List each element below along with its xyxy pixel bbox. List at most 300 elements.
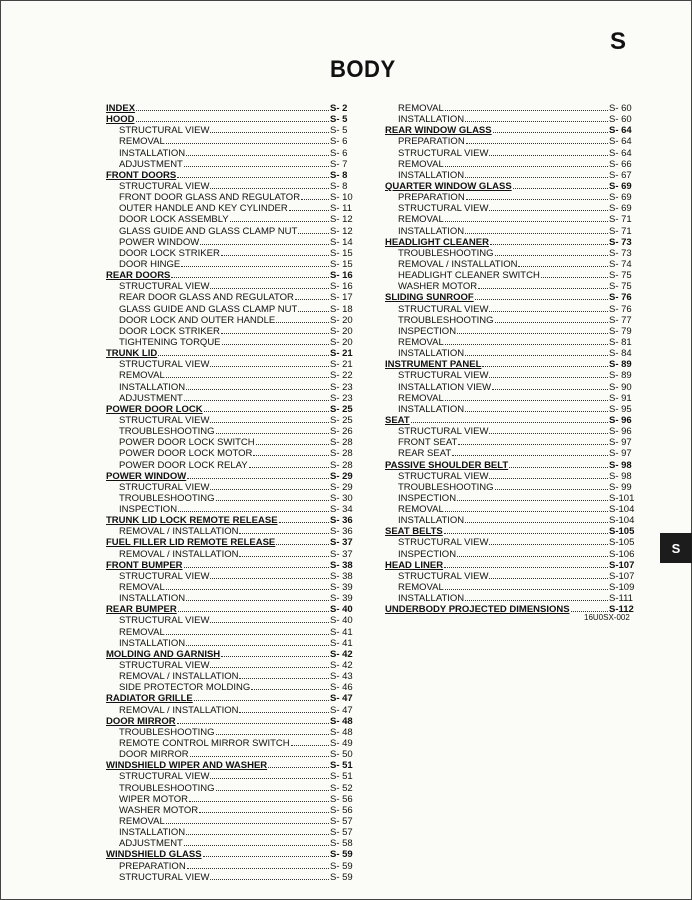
dot-leader: [465, 114, 608, 122]
toc-subsection-entry[interactable]: [385, 537, 643, 548]
toc-entry-label: STRUCTURAL VIEW: [119, 281, 210, 293]
toc-subsection-entry[interactable]: [385, 382, 643, 393]
toc-entry-page: S- 38: [330, 559, 353, 571]
toc-subsection-entry[interactable]: [106, 838, 364, 849]
toc-subsection-entry[interactable]: [106, 148, 364, 159]
toc-entry-page: S- 64: [609, 125, 632, 137]
toc-entry-page: S- 56: [330, 804, 353, 816]
toc-subsection-entry[interactable]: [106, 136, 364, 147]
toc-entry-page: S-104: [609, 515, 635, 527]
dot-leader: [166, 816, 329, 824]
toc-section-entry[interactable]: [106, 515, 364, 526]
toc-entry-label: STRUCTURAL VIEW: [119, 481, 210, 493]
toc-section-entry[interactable]: [385, 415, 643, 426]
toc-entry-page: S- 28: [330, 437, 353, 449]
dot-leader: [200, 237, 329, 245]
dot-leader: [178, 504, 329, 512]
toc-entry-label: TROUBLESHOOTING: [119, 426, 215, 438]
toc-subsection-entry[interactable]: [106, 571, 364, 582]
toc-entry-page: S- 47: [330, 693, 353, 705]
dot-leader: [251, 682, 329, 690]
dot-leader: [239, 549, 329, 557]
toc-entry-label: FRONT SEAT: [398, 437, 458, 449]
toc-entry-page: S- 96: [609, 414, 632, 426]
dot-leader: [445, 103, 608, 111]
toc-entry-page: S- 59: [330, 849, 353, 861]
toc-entry-label: GLASS GUIDE AND GLASS CLAMP NUT: [119, 303, 298, 315]
toc-subsection-entry[interactable]: [106, 125, 364, 136]
dot-leader: [189, 794, 329, 802]
toc-entry-page: S- 2: [330, 103, 348, 114]
toc-subsection-entry[interactable]: [106, 214, 364, 225]
toc-section-entry[interactable]: [385, 560, 643, 571]
toc-entry-page: S- 41: [330, 626, 353, 638]
toc-subsection-entry[interactable]: [106, 237, 364, 248]
toc-subsection-entry[interactable]: [385, 304, 643, 315]
toc-section-entry[interactable]: [106, 537, 364, 548]
dot-leader: [210, 359, 329, 367]
toc-entry-label: POWER DOOR LOCK SWITCH: [119, 437, 255, 449]
toc-subsection-entry[interactable]: [106, 248, 364, 259]
toc-entry-page: S- 74: [609, 258, 632, 270]
toc-entry-label: DOOR LOCK STRIKER: [119, 247, 220, 259]
toc-subsection-entry[interactable]: [106, 660, 364, 671]
dot-leader: [445, 159, 608, 167]
toc-entry-label: HEADLIGHT CLEANER SWITCH: [398, 270, 540, 282]
toc-subsection-entry[interactable]: [385, 493, 643, 504]
toc-entry-label: REMOVAL / INSTALLATION: [119, 548, 239, 560]
dot-leader: [465, 404, 608, 412]
toc-section-entry[interactable]: [106, 849, 364, 860]
toc-subsection-entry[interactable]: [106, 805, 364, 816]
toc-subsection-entry[interactable]: [385, 370, 643, 381]
dot-leader: [466, 192, 608, 200]
toc-entry-page: S- 71: [609, 214, 632, 226]
dot-leader: [186, 593, 329, 601]
toc-entry-label: INDEX: [106, 103, 136, 114]
dot-leader: [295, 292, 329, 300]
toc-entry-label: TRUNK LID LOCK REMOTE RELEASE: [106, 515, 278, 527]
toc-section-entry[interactable]: [106, 716, 364, 727]
toc-subsection-entry[interactable]: [106, 382, 364, 393]
toc-subsection-entry[interactable]: [106, 827, 364, 838]
toc-entry-page: S- 98: [609, 470, 632, 482]
dot-leader: [136, 114, 330, 122]
toc-entry-label: REMOVAL: [398, 392, 444, 404]
toc-section-entry[interactable]: [385, 460, 643, 471]
dot-leader: [466, 136, 608, 144]
toc-entry-page: S- 16: [330, 281, 353, 293]
toc-left-column: [106, 103, 364, 883]
toc-entry-label: REMOVAL: [398, 214, 444, 226]
toc-entry-label: INSPECTION: [398, 492, 457, 504]
toc-subsection-entry[interactable]: [385, 448, 643, 459]
dot-leader: [298, 226, 329, 234]
toc-entry-page: S- 76: [609, 303, 632, 315]
toc-subsection-entry[interactable]: [385, 326, 643, 337]
toc-subsection-entry[interactable]: [385, 270, 643, 281]
toc-subsection-entry[interactable]: [385, 426, 643, 437]
toc-entry-label: REMOVAL: [119, 626, 165, 638]
toc-entry-page: S- 37: [330, 548, 353, 560]
dot-leader: [495, 315, 608, 323]
toc-entry-page: S- 98: [609, 459, 632, 471]
toc-entry-page: S- 8: [330, 180, 348, 192]
toc-entry-label: REMOVAL / INSTALLATION: [398, 258, 518, 270]
toc-subsection-entry[interactable]: [385, 103, 643, 114]
toc-subsection-entry[interactable]: [106, 549, 364, 560]
toc-entry-label: REMOVAL: [398, 336, 444, 348]
toc-entry-label: REMOTE CONTROL MIRROR SWITCH: [119, 738, 290, 750]
toc-entry-page: S- 17: [330, 292, 353, 304]
toc-section-entry[interactable]: [106, 103, 364, 114]
toc-section-entry[interactable]: [385, 181, 643, 192]
toc-entry-page: S- 49: [330, 738, 353, 750]
toc-entry-page: S- 58: [330, 838, 353, 850]
toc-entry-page: S-111: [609, 593, 633, 605]
toc-subsection-entry[interactable]: [106, 682, 364, 693]
toc-entry-page: S- 41: [330, 637, 353, 649]
toc-entry-label: INSPECTION: [398, 548, 457, 560]
dot-leader: [166, 370, 329, 378]
toc-section-entry[interactable]: [106, 760, 364, 771]
toc-subsection-entry[interactable]: [106, 482, 364, 493]
toc-entry-label: INSTALLATION: [398, 225, 465, 237]
dot-leader: [171, 270, 329, 278]
toc-subsection-entry[interactable]: [385, 348, 643, 359]
toc-entry-label: FRONT DOOR GLASS AND REGULATOR: [119, 192, 301, 204]
toc-subsection-entry[interactable]: [106, 326, 364, 337]
toc-entry-label: GLASS GUIDE AND GLASS CLAMP NUT: [119, 225, 298, 237]
toc-entry-label: REMOVAL / INSTALLATION: [119, 526, 239, 538]
dot-leader: [489, 471, 608, 479]
dot-leader: [210, 615, 329, 623]
dot-leader: [199, 805, 329, 813]
toc-entry-label: TROUBLESHOOTING: [119, 782, 215, 794]
dot-leader: [239, 671, 329, 679]
toc-subsection-entry[interactable]: [385, 337, 643, 348]
toc-entry-label: STRUCTURAL VIEW: [119, 125, 210, 137]
toc-subsection-entry[interactable]: [106, 337, 364, 348]
toc-subsection-entry[interactable]: [385, 593, 643, 604]
toc-subsection-entry[interactable]: [106, 671, 364, 682]
toc-entry-page: S- 5: [330, 125, 348, 137]
toc-subsection-entry[interactable]: [385, 582, 643, 593]
toc-subsection-entry[interactable]: [106, 203, 364, 214]
dot-leader: [210, 415, 329, 423]
toc-entry-page: S- 76: [609, 292, 632, 304]
toc-entry-page: S- 71: [609, 225, 632, 237]
toc-entry-page: S-107: [609, 559, 635, 571]
toc-entry-label: STRUCTURAL VIEW: [119, 570, 210, 582]
toc-subsection-entry[interactable]: [385, 549, 643, 560]
toc-subsection-entry[interactable]: [385, 281, 643, 292]
dot-leader: [210, 181, 329, 189]
toc-section-entry[interactable]: [106, 604, 364, 615]
toc-entry-page: S- 89: [609, 359, 632, 371]
toc-subsection-entry[interactable]: [106, 526, 364, 537]
toc-entry-label: REAR DOORS: [106, 270, 171, 282]
toc-entry-page: S- 77: [609, 314, 632, 326]
toc-subsection-entry[interactable]: [385, 571, 643, 582]
toc-entry-page: S- 29: [330, 481, 353, 493]
toc-entry-label: REMOVAL: [119, 370, 165, 382]
toc-subsection-entry[interactable]: [106, 593, 364, 604]
toc-subsection-entry[interactable]: [106, 794, 364, 805]
toc-entry-page: S-107: [609, 570, 635, 582]
dot-leader: [210, 281, 329, 289]
dot-leader: [495, 248, 608, 256]
toc-subsection-entry[interactable]: [106, 749, 364, 760]
toc-entry-page: S- 20: [330, 314, 353, 326]
toc-subsection-entry[interactable]: [106, 359, 364, 370]
toc-subsection-entry[interactable]: [106, 627, 364, 638]
toc-subsection-entry[interactable]: [106, 705, 364, 716]
toc-subsection-entry[interactable]: [385, 136, 643, 147]
toc-subsection-entry[interactable]: [106, 727, 364, 738]
toc-subsection-entry[interactable]: [385, 248, 643, 259]
toc-entry-page: S- 11: [330, 203, 353, 215]
dot-leader: [301, 192, 329, 200]
toc-subsection-entry[interactable]: [385, 482, 643, 493]
toc-entry-label: POWER WINDOW: [106, 470, 187, 482]
toc-subsection-entry[interactable]: [106, 415, 364, 426]
toc-entry-page: S- 69: [609, 203, 632, 215]
toc-subsection-entry[interactable]: [385, 192, 643, 203]
toc-entry-label: OUTER HANDLE AND KEY CYLINDER: [119, 203, 288, 215]
dot-leader: [478, 281, 608, 289]
toc-section-entry[interactable]: [106, 348, 364, 359]
toc-subsection-entry[interactable]: [106, 615, 364, 626]
toc-entry-label: STRUCTURAL VIEW: [119, 414, 210, 426]
dot-leader: [184, 393, 329, 401]
dot-leader: [465, 170, 608, 178]
toc-subsection-entry[interactable]: [106, 771, 364, 782]
toc-entry-label: SEAT BELTS: [385, 526, 443, 538]
toc-subsection-entry[interactable]: [106, 493, 364, 504]
dot-leader: [489, 571, 608, 579]
dot-leader: [444, 526, 608, 534]
toc-entry-label: STRUCTURAL VIEW: [398, 303, 489, 315]
toc-section-entry[interactable]: [385, 526, 643, 537]
toc-entry-label: INSTALLATION: [398, 114, 465, 126]
toc-entry-page: S- 22: [330, 370, 353, 382]
toc-entry-page: S- 8: [330, 169, 348, 181]
toc-subsection-entry[interactable]: [385, 159, 643, 170]
toc-entry-label: POWER DOOR LOCK RELAY: [119, 459, 248, 471]
toc-subsection-entry[interactable]: [106, 304, 364, 315]
dot-leader: [203, 849, 329, 857]
dot-leader: [166, 582, 329, 590]
toc-section-entry[interactable]: [106, 404, 364, 415]
toc-subsection-entry[interactable]: [106, 638, 364, 649]
toc-subsection-entry[interactable]: [106, 738, 364, 749]
toc-subsection-entry[interactable]: [385, 214, 643, 225]
toc-entry-page: S- 59: [330, 871, 353, 883]
toc-entry-label: REMOVAL: [398, 504, 444, 516]
toc-subsection-entry[interactable]: [106, 504, 364, 515]
dot-leader: [541, 270, 608, 278]
dot-leader: [166, 136, 329, 144]
toc-subsection-entry[interactable]: [106, 816, 364, 827]
dot-leader: [279, 515, 329, 523]
toc-entry-page: S-106: [609, 548, 635, 560]
toc-entry-page: S- 67: [609, 169, 632, 181]
toc-subsection-entry[interactable]: [385, 114, 643, 125]
toc-entry-page: S- 40: [330, 615, 353, 627]
toc-subsection-entry[interactable]: [385, 437, 643, 448]
toc-entry-page: S- 90: [609, 381, 632, 393]
toc-entry-label: WASHER MOTOR: [398, 281, 478, 293]
toc-subsection-entry[interactable]: [106, 582, 364, 593]
dot-leader: [489, 203, 608, 211]
toc-entry-page: S- 57: [330, 827, 353, 839]
toc-entry-label: REMOVAL: [119, 816, 165, 827]
dot-leader: [465, 226, 608, 234]
toc-entry-label: STRUCTURAL VIEW: [119, 615, 210, 627]
toc-subsection-entry[interactable]: [106, 259, 364, 270]
toc-subsection-entry[interactable]: [106, 181, 364, 192]
toc-entry-page: S- 51: [330, 771, 353, 783]
toc-entry-label: PASSIVE SHOULDER BELT: [385, 459, 509, 471]
toc-entry-page: S- 73: [609, 236, 632, 248]
dot-leader: [465, 593, 608, 601]
toc-subsection-entry[interactable]: [106, 437, 364, 448]
toc-subsection-entry[interactable]: [106, 370, 364, 381]
toc-subsection-entry[interactable]: [106, 783, 364, 794]
toc-subsection-entry[interactable]: [385, 203, 643, 214]
dot-leader: [158, 348, 329, 356]
section-tab: S: [660, 533, 692, 563]
toc-subsection-entry[interactable]: [106, 315, 364, 326]
toc-subsection-entry[interactable]: [385, 315, 643, 326]
toc-section-entry[interactable]: [385, 359, 643, 370]
toc-entry-label: REAR SEAT: [398, 448, 452, 460]
dot-leader: [458, 437, 608, 445]
toc-entry-page: S- 84: [609, 348, 632, 360]
toc-entry-page: S- 56: [330, 793, 353, 805]
toc-subsection-entry[interactable]: [106, 861, 364, 872]
toc-subsection-entry[interactable]: [106, 292, 364, 303]
toc-subsection-entry[interactable]: [106, 192, 364, 203]
toc-entry-page: S- 28: [330, 448, 353, 460]
toc-subsection-entry[interactable]: [385, 471, 643, 482]
toc-entry-page: S- 50: [330, 749, 353, 761]
toc-entry-page: S-109: [609, 582, 635, 594]
toc-section-entry[interactable]: [106, 170, 364, 181]
toc-subsection-entry[interactable]: [385, 393, 643, 404]
toc-section-entry[interactable]: [106, 114, 364, 125]
toc-entry-page: S-101: [609, 492, 635, 504]
toc-entry-page: S- 42: [330, 648, 353, 660]
toc-section-entry[interactable]: [106, 471, 364, 482]
toc-subsection-entry[interactable]: [106, 872, 364, 883]
toc-subsection-entry[interactable]: [385, 170, 643, 181]
toc-section-entry[interactable]: [106, 560, 364, 571]
toc-entry-label: REMOVAL: [119, 136, 165, 148]
toc-entry-label: HEAD LINER: [385, 559, 444, 571]
toc-entry-page: S- 23: [330, 392, 353, 404]
toc-entry-label: FRONT DOORS: [106, 169, 177, 181]
toc-entry-label: WINDSHIELD WIPER AND WASHER: [106, 760, 268, 772]
toc-section-entry[interactable]: [106, 270, 364, 281]
toc-subsection-entry[interactable]: [385, 259, 643, 270]
toc-section-entry[interactable]: [385, 125, 643, 136]
toc-entry-page: S- 60: [609, 103, 632, 114]
toc-entry-label: FUEL FILLER LID REMOTE RELEASE: [106, 537, 276, 549]
dot-leader: [184, 560, 329, 568]
toc-subsection-entry[interactable]: [385, 404, 643, 415]
toc-entry-label: INSTALLATION VIEW: [398, 381, 492, 393]
toc-entry-label: INSTRUMENT PANEL: [385, 359, 482, 371]
dot-leader: [186, 827, 329, 835]
toc-entry-page: S- 25: [330, 403, 353, 415]
toc-entry-label: DOOR LOCK ASSEMBLY: [119, 214, 229, 226]
toc-subsection-entry[interactable]: [106, 460, 364, 471]
toc-entry-label: INSPECTION: [398, 325, 457, 337]
toc-entry-page: S- 39: [330, 593, 353, 605]
toc-entry-label: INSTALLATION: [119, 637, 186, 649]
toc-entry-label: TROUBLESHOOTING: [398, 247, 494, 259]
toc-subsection-entry[interactable]: [106, 448, 364, 459]
toc-subsection-entry[interactable]: [106, 426, 364, 437]
toc-entry-label: DOOR HINGE: [119, 258, 181, 270]
toc-entry-page: S- 18: [330, 303, 353, 315]
toc-entry-page: S- 48: [330, 715, 353, 727]
toc-subsection-entry[interactable]: [106, 226, 364, 237]
toc-subsection-entry[interactable]: [385, 148, 643, 159]
toc-entry-label: POWER DOOR LOCK: [106, 403, 203, 415]
toc-entry-page: S- 43: [330, 671, 353, 683]
toc-entry-page: S- 23: [330, 381, 353, 393]
toc-subsection-entry[interactable]: [385, 226, 643, 237]
toc-subsection-entry[interactable]: [106, 281, 364, 292]
toc-entry-label: STRUCTURAL VIEW: [398, 203, 489, 215]
toc-entry-label: WIPER MOTOR: [119, 793, 188, 805]
toc-entry-page: S- 12: [330, 225, 353, 237]
dot-leader: [457, 493, 608, 501]
toc-entry-label: STRUCTURAL VIEW: [398, 470, 489, 482]
toc-entry-label: POWER WINDOW: [119, 236, 200, 248]
toc-section-entry[interactable]: [385, 237, 643, 248]
toc-entry-label: STRUCTURAL VIEW: [119, 359, 210, 371]
toc-entry-page: S-105: [609, 526, 635, 538]
toc-entry-label: INSTALLATION: [398, 515, 465, 527]
toc-entry-label: HOOD: [106, 114, 135, 126]
toc-entry-page: S- 64: [609, 147, 632, 159]
toc-entry-label: INSTALLATION: [398, 403, 465, 415]
dot-leader: [210, 125, 329, 133]
toc-subsection-entry[interactable]: [385, 504, 643, 515]
toc-entry-page: S-104: [609, 504, 635, 516]
toc-entry-label: STRUCTURAL VIEW: [398, 147, 489, 159]
dot-leader: [489, 370, 608, 378]
toc-section-entry[interactable]: [106, 693, 364, 704]
toc-section-entry[interactable]: [106, 649, 364, 660]
toc-entry-page: S- 73: [609, 247, 632, 259]
toc-entry-page: S- 20: [330, 325, 353, 337]
dot-leader: [457, 326, 608, 334]
toc-section-entry[interactable]: [385, 292, 643, 303]
toc-entry-label: PREPARATION: [398, 136, 465, 148]
toc-entry-page: S- 5: [330, 114, 348, 126]
toc-subsection-entry[interactable]: [106, 159, 364, 170]
toc-entry-page: S- 69: [609, 192, 632, 204]
toc-entry-label: REMOVAL / INSTALLATION: [119, 704, 239, 716]
toc-subsection-entry[interactable]: [385, 515, 643, 526]
toc-subsection-entry[interactable]: [106, 393, 364, 404]
toc-entry-page: S- 38: [330, 570, 353, 582]
